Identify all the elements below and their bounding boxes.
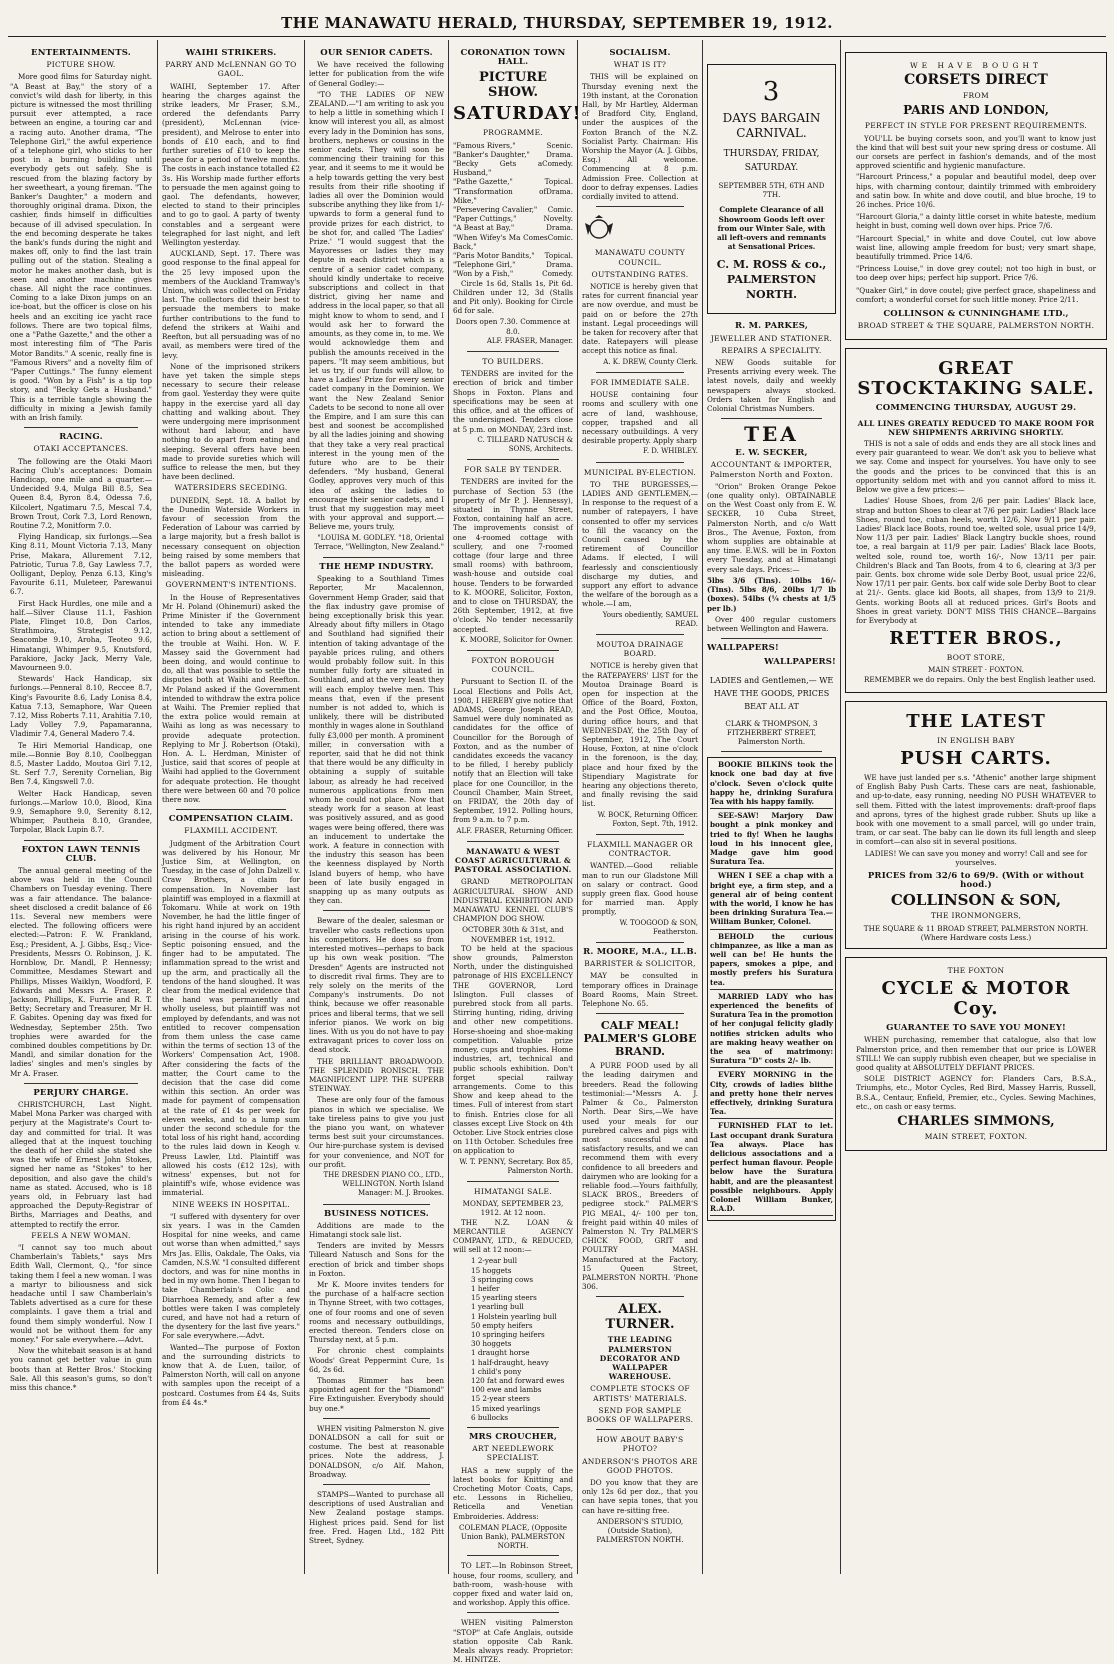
tea-advert: BEHOLD the curious chimpanzee, as like a man as well can be! He hunts the papers, smokes a pipe, and mostly prefers his Suratura tea. (710, 932, 833, 990)
film-genre: Comic. (547, 232, 573, 242)
article-text: Welter Hack Handicap, seven furlongs.—Marlow 10.0, Blood, Kina 9.9, Semaphore 9.0, Serenity 8.12, Whimper, Pautheia 8.10, Grandee, Torpolar, Black Lupin 8.7. (10, 788, 152, 835)
film-genre: Drama. (546, 260, 573, 270)
latest-title: THE LATEST (906, 710, 1046, 732)
stock-item: 100 ewe and lambs (471, 1385, 542, 1395)
article-text: DUNEDIN, Sept. 18. A ballot by the Dunedin Waterside Workers in favour of secession from the Federation of Labour was carried by a large majority, but a fresh ballot is necessary consequent on objection being raised by some members that the ballot papers as worded were misleading. (162, 495, 300, 579)
cycle-firm: CHARLES SIMMONS, (897, 1114, 1055, 1130)
signature: W. TOOGOOD & SON, Featherston. (619, 918, 698, 936)
film-title: "Famous Rivers," (453, 140, 516, 150)
article-text: AUCKLAND, Sept. 17. There was good response to the final appeal for the 25 levy imposed upon the members of the Auckland Tramway's Union, which was collected on Friday last. The collectors did their best to persuade the members to make further contributions to the fund to defend the strikers at Waihi and Reefton, but all persuading was of no avail, as members were tired of the levy. (162, 249, 300, 360)
coronation-heading: CORONATION TOWN HALL. (460, 48, 566, 68)
tea-advert: WHEN I SEE a chap with a bright eye, a firm step, and a general air of being content with the world, I know he has been drinking Suratura Tea.—William Bunker, Colonel. (710, 871, 833, 929)
stock-item: 30 hoggets (471, 1339, 512, 1349)
advert-text: THIS will be explained on Thursday evening next the 19th instant, at the Coronation Hall, by Mr Hartley, Alderman of Bradford City, England, under the auspices of the Foxton Branch of the N.Z. Socialist Party. Chairman: His Worship the Mayor (A. J. Gibbs, Esq.) All welcome. Commencing at 8 p.m. Admission Free. Collection at door to defray expenses. Ladies cordially invited to attend. (582, 72, 698, 202)
tennis-heading: FOXTON LAWN TENNIS CLUB. (21, 844, 141, 864)
film-genre: Scenic. (546, 140, 573, 150)
article-text: Wanted—The purpose of Foxton and the surrounding districts to know that A. de Luen, tailor, of Palmerston North, will call on anyone with samples upon the receipt of a postcard. Costumes from £4 4s, Suits from £4 4s.* (162, 1342, 300, 1407)
wallpaper-firm: CLARK & THOMPSON, 3 FITZHERBERT STREET, Palmerston North. (725, 718, 818, 746)
retter-address: MAIN STREET · FOXTON. (928, 665, 1024, 675)
croucher-subheading: ART NEEDLEWORK SPECIALIST. (472, 1444, 554, 1463)
film-genre: Comedy. (542, 269, 573, 279)
cycle-title: CYCLE & MOTOR Coy. (881, 978, 1071, 1020)
moore-heading: R. MOORE, M.A., LL.B. (583, 947, 697, 958)
advert-text: WHEN visiting Palmerston N. give DONALDSON a call for suit or costume. The best at reasonable prices. Note the address, J. DONALDSON, c/o Alf. Mahon, Broadway. (309, 1423, 444, 1479)
picture-show-subheading: PICTURE SHOW. (46, 60, 116, 70)
show-heading: MANAWATU & WEST COAST AGRICULTURAL & PASTORAL ASSOCIATION. (454, 846, 572, 875)
column-7 (845, 44, 1107, 1572)
corsets-top: WE HAVE BOUGHT (909, 61, 1043, 70)
tea-advert: MARRIED LADY who has experienced the benefits of Suratura Tea in the promotion of her conjugal felicity gladly notifies stricken adults who are making heavy weather on the sea of matrimony: Suratura "D" costs 2/- lb. (710, 992, 833, 1069)
croucher-heading: MRS CROUCHER, (468, 1432, 558, 1443)
article-text: Stewards' Hack Handicap, six furlongs.—Penneral 8.10, Reccee 8.7, King's Favourite 8.6, Lady Lonisa 8.4, Katua 7.13, Semaphore, War Queen 7.12, Miss Roberts 7.11, Arahitia 7.10, Lady Volley 7.9, Papamaranna, Vladimir 7.4, General Madero 7.4. (10, 674, 152, 739)
signature: K. MOORE, Solicitor for Owner. (460, 635, 573, 644)
tea-advert: BOOKIE BILKINS took the knock one bad day at five o'clock. Seven o'clock quite happy he, drinking Surafura Tea with his happy family. (710, 760, 833, 809)
column-6 (707, 44, 836, 1572)
film-genre: Comic. (547, 205, 573, 215)
collinson-title: COLLINSON & SON, (890, 891, 1062, 910)
otaki-subheading: OTAKI ACCEPTANCES. (33, 444, 129, 454)
stock-item: 120 fat and forward ewes (471, 1376, 565, 1385)
advert-text: YOU'LL be buying corsets soon, and you'll want to know just the kind that will best suit your new spring dress or costume. All our corsets are perfect in fashion's demands, and of the most approved scientific and hygienic manufacture. (856, 133, 1096, 171)
article-text: First Hack Hurdles, one mile and a half.—Silver Clause 11.1, Fashion Plate, Flinget 10.8, Don Carlos, Strathmoira, Strategist 9.12, Seacombe 9.10, Aroha, Teoteo 9.6, Himatangi, Whimper 9.5, Knutsford, Parakiore, Jacky Jack, Merry Vale, Mavourneen 9.0. (10, 598, 152, 672)
doors-text: Doors open 7.30. Commence at 8.0. (455, 317, 571, 336)
masthead-rule (8, 36, 1106, 37)
film-genre: Topical. (544, 177, 573, 187)
compensation-heading: COMPENSATION CLAIM. (168, 814, 294, 825)
advert-text: "Orion" Broken Orange Pekoe (one quality only). OBTAINABLE on the West Coast only from E. W. SECKER, 10 Cuba Street, Palmerston North, and c/o Watt Bros., The Avenue, Foxton, from whom supplies are obtainable at any time. E.W.S. will be in Foxton every Tuesday, and at Himatangi every sale days. Prices:— (707, 481, 836, 574)
column-rule (157, 40, 158, 1574)
film-row (453, 269, 573, 278)
article-text: CHRISTCHURCH, Last Night. Mabel Mona Parker was charged with perjury at the Magistrate's Court to-day and committed for trial. It was alleged that at the inquest touching the death of her child she stated she was the wife of Ernest John Stokes, signed her name as "Stokes" to her deposition, and also gave the child's name as stated. Accused, who is 18 years old, in February last had approached the Deputy-Registrar of Births, Marriages and Deaths, and attempted to rectify the error. (10, 1099, 152, 1229)
advert-text: WANTED.—Good reliable man to run our Gladstone Mill on salary or contract. Good supply green flax. Good house for married man. Apply promptly, (582, 861, 698, 917)
column-rule (448, 40, 449, 1574)
article-text: The following are the Otaki Maori Racing Club's acceptances: Domain Handicap, one mile and a quarter.—Undecided 9.4, Mulga Bill 8.5, Sea Queen 8.4, Byron 8.4, Odessa 7.6, Kilcolert, Ngatimaru 7.5, Mescal 7.4, Brown Trout, Cork 7.3, Lord Renown, Routine 7.2, Monitform 7.0. (10, 456, 152, 530)
film-genre: Drama. (546, 149, 573, 159)
article-text: "I cannot say too much about Chamberlain's Tablets," says Mrs Edith Wall, Clermont, Q., "for since taking them I feel a new woman. I was a martyr to biliousness and sick headache until I saw Chamberlain's Tablets advertised as a cure for these complaints. I gave them a trial and found them simply wonderful. Now I would not be without them for any money." For sale everywhere.—Advt. (10, 1242, 152, 1345)
corsets-address: BROAD STREET & THE SQUARE, PALMERSTON NORTH. (857, 321, 1095, 331)
article-text: None of the imprisoned strikers have yet taken the simple steps necessary to secure their release from gaol. Yesterday they were quite happy in the exercise yard all day chatting and walking about. They were undergoing mere imprisonment without hard labour, and have nothing to do apart from eating and sleeping. Several offers have been made to provide sureties which will suffice to release the men, but they have been declined. (162, 361, 300, 482)
carnival-days: THURSDAY, FRIDAY, SATURDAY. (723, 149, 820, 173)
advert-text: WHEN visiting Palmerston "STOP" at Cafe Anglais, outside station opposite Cab Rank. Meals always ready. Proprietor: M. HINITZE. (453, 1618, 573, 1664)
column-4 (453, 44, 582, 1664)
advert-text: THE N.Z. LOAN & MERCANTILE AGENCY COMPANY, LTD., & REDUCED, will sell at 12 noon:— (453, 1217, 573, 1255)
advert-text: HAS a new supply of the latest books for Knitting and Crocheting Motor Coats, Caps, etc. Lessons in Richelieu, Reticella and Venetian Embroideries. Address: (453, 1465, 573, 1521)
signature: THE DRESDEN PIANO CO., LTD., WELLINGTON. North Island Manager: M. J. Brookes. (323, 1170, 444, 1198)
watersiders-heading: WATERSIDERS SECEDING. (174, 483, 288, 493)
tea-prices: 5lbs 3/6 (Tins). 10lbs 16/- (Tins). 5lbs 8/6, 20lbs 1/7 lb (boxes). 54lbs (¼ chests at 1/5 per lb.) (707, 575, 836, 613)
article-text: Te Hiri Memorial Handicap, one mile.—Bonnie Boy 8.10, Coolbeggan 8.5, Master Laddo, Moutoa Girl 7.12, St. Serf 7.7, Serenity Cornelian, Big Ben 7.4, Kingswell 7.0. (10, 740, 152, 787)
photo-subheading: ANDERSON'S PHOTOS ARE GOOD PHOTOS. (582, 1456, 698, 1475)
carnival-title: DAYS BARGAIN CARNIVAL. (722, 111, 821, 140)
stock-item: 1 2-year bull (471, 1256, 518, 1266)
carnival-number: 3 (762, 77, 781, 107)
article-text: Mr K. Moore invites tenders for the purchase of a half-acre section in Thynne Street, with two cottages, one of four rooms and one of seven rooms and necessary outbuildings, erected thereon. Tenders close on Thursday next, at 5 p.m. (309, 1280, 444, 1345)
secker-subheading: ACCOUNTANT & IMPORTER, Palmerston North and Foxton. (709, 460, 834, 479)
suratura-ads (707, 757, 836, 1221)
parkes-subheading: JEWELLER AND STATIONER. (710, 333, 833, 343)
advert-text: DO you know that they are only 12s 6d per doz., that you can have sepia tones, that you can have re-sitting free. (582, 1478, 698, 1515)
studio-name: ANDERSON'S STUDIO, (Outside Station), PALMERSTON NORTH. (596, 1516, 684, 1545)
by-election-heading: MUNICIPAL BY-ELECTION. (583, 467, 697, 477)
advert-text: REMEMBER we do repairs. Only the best English leather used. (864, 674, 1096, 684)
parkes-heading: R. M. PARKES, (734, 321, 808, 332)
stock-item: 1 half-draught, heavy (471, 1357, 549, 1367)
picture-show-title: PICTURE SHOW. (479, 70, 547, 101)
film-row (453, 150, 573, 159)
film-list (453, 141, 573, 279)
moutoa-heading: MOUTOA DRAINAGE BOARD. (596, 639, 684, 659)
signature: "LOUISA M. GODLEY. "18, Oriental Terrace, "Wellington, New Zealand." (314, 533, 444, 551)
cycle-address: MAIN STREET, FOXTON. (924, 1132, 1028, 1142)
rates-heading: OUTSTANDING RATES. (591, 269, 689, 279)
stock-item: 1 child's pony (471, 1366, 522, 1376)
flaxmill-heading: FLAXMILL MANAGER OR CONTRACTOR. (587, 840, 693, 859)
film-row (453, 187, 573, 205)
film-title: "Transformation of Mike," (453, 186, 547, 205)
stock-item: 1 heifer (471, 1283, 500, 1293)
signature: W. T. PENNY, Secretary. Box 85, Palmerston North. (459, 1157, 573, 1175)
business-heading: BUSINESS NOTICES. (324, 1208, 429, 1219)
secker-name: E. W. SECKER, (735, 448, 808, 459)
stock-item: 1 yearling bull (471, 1302, 524, 1312)
waihi-heading: WAIHI STRIKERS. (185, 48, 277, 58)
article-text: Flying Handicap, six furlongs.—Sea King 8.11, Mount Victoria 7.13, Many Prise, Makara, Allurement 7.12, Patriotic, Turua 7.8, Gay Lawless 7.7, Oolligant, Deploy, Penza 6.13, King's Favourite 6.11, Muleteer, Parewanui 6.7. (10, 532, 152, 597)
moore-subheading: BARRISTER & SOLICITOR, (584, 959, 696, 969)
wallpapers-heading: WALLPAPERS! (707, 643, 779, 654)
immediate-sale-heading: FOR IMMEDIATE SALE. (590, 377, 690, 387)
perjury-heading: PERJURY CHARGE. (33, 1087, 129, 1098)
article-text: We have received the following letter for publication from the wife of General Godley:— (309, 60, 444, 88)
tea-advert: SEE-SAW! Marjory Daw bought a pink monkey and tried to fly! When he laughs loud in his innocent glee, Madge gave him good Suratura Tea. (710, 811, 833, 869)
hospital-heading: NINE WEEKS IN HOSPITAL. (172, 1199, 290, 1209)
article-text: Now the whitebait season is at hand you cannot get better value in gum boots than at Retter Bros.' Stocking Sale. All this season's gums, so don't miss this chance.* (10, 1346, 152, 1393)
signature: F. D. WHIBLEY. (643, 447, 698, 456)
cycle-top: THE FOXTON (947, 966, 1005, 975)
column-3 (309, 44, 444, 1572)
film-genre: Comedy. (542, 159, 573, 169)
carnival-body: Complete Clearance of all Showroom Goods left over from our Winter Sale, with all left-overs and remnants at Sensational Prices. (716, 205, 827, 252)
signature: A. K. DREW, County Clerk. (603, 357, 698, 366)
pushcart-prices: PRICES from 32/6 to 69/9. (With or without hood.) (867, 870, 1085, 891)
tea-advert: EVERY MORNING in the City, crowds of ladies blithe and pretty hone their nerves effectively, drinking Suratura Tea. (710, 1070, 833, 1119)
corset-item: "Quaker Girl," in dove coutel; give perfect grace, shapeliness and comfort; a wonderful corset for such little money. Price 2/11. (856, 285, 1096, 304)
advert-text: WHEN purchasing, remember that catalogue, also that low Palmerston price, and then remember that our price is LOWER STILL! We can supply rubbish even cheaper, but we specialise in good quality at ABSOLUTELY DEFIANT PRICES. (856, 1035, 1096, 1073)
advert-text: TO THE BURGESSES,— LADIES AND GENTLEMEN,—In response to the request of a number of ratepayers, I have consented to offer my services to fill the vacancy on the Council caused by the retirement of Councillor Adams. If elected, I will fearlessly and conscientiously discharge my duties, and support any effort to advance the welfare of the borough as a whole.—I am, (582, 479, 698, 609)
stocktaking-ad (845, 348, 1107, 692)
film-row (453, 177, 573, 186)
advert-text: GRAND METROPOLITAN AGRICULTURAL SHOW AND INDUSTRIAL EXHIBITION AND MANAWATU KENNEL CLUB'S CHAMPION DOG SHOW. (453, 877, 573, 924)
feels-heading: FEELS A NEW WOMAN. (31, 1230, 131, 1240)
advert-text: WE have just landed per s.s. "Athenic" another large shipment of English Baby Push Carts. These cars are neat, fashionable, and up-to-date, easy running, needing NO PUSH WHATEVER to sell them. Fitted with the latest improvements: draft-proof flaps and aprons, tyres of the highest grade rubber. Shuts up like a book with one movement to a small parcel, will go under train, tram, or car seat. The baby can lie down its full length and sleep in comfort—can also sit in several positions. (856, 772, 1096, 847)
film-title: "Banker's Daughter," (453, 149, 530, 159)
article-text: WAIHI, September 17. After hearing the charges against the strike leaders, Mr Fraser, S.M., ordered the defendants Parry (president), McLennan (vice-president), and Melrose to enter into bonds of £10 each, and to find further sureties of £10 to keep the peace for a period of twelve months. The costs in each instance totalled £2 3s. His Worship made further efforts to persuade the men against going to gaol. The defendants, however, elected to stand to their principles and to go to gaol. A party of twenty constables and a sergeant were telegraphed for last night, and left Wellington yesterday. (162, 81, 300, 248)
signature: W. BOCK, Returning Officer. Foxton, Sept. 7th, 1912. (597, 810, 698, 828)
film-title: "Paper Cuttings," (453, 214, 517, 224)
calf-meal-heading: CALF MEAL! PALMER'S GLOBE BRAND. (583, 1019, 697, 1059)
article-text: Additions are made to the Himatangi stock sale list. (309, 1220, 444, 1239)
film-row (453, 141, 573, 150)
latest-subheading: IN ENGLISH BABY (937, 735, 1015, 745)
himatangi-heading: HIMATANGI SALE. (474, 1186, 552, 1196)
stock-item: 1 draught horse (471, 1348, 530, 1358)
stock-item: 1 Holstein yearling bull (471, 1311, 557, 1321)
film-genre: Drama. (546, 223, 573, 233)
tea-advert: FURNISHED FLAT to let. Last occupant drank Suratura Tea always. Place has delicious associations and a perfect human flavour. People below have the Suratura habit, and are the pleasantest possible neighbours. Apply Colonel William Bunker, R.A.D. (710, 1121, 833, 1216)
advert-text: THIS is not a sale of odds and ends they are all stock lines and every pair guaranteed to wear. We don't ask you to believe what we say. Come and inspect for yourselves. You have only to see the goods and the prices to be convinced that this is an opportunity seldom met with and you cannot afford to miss it. Below we give a few prices:— (856, 439, 1096, 495)
corsets-title: CORSETS DIRECT (904, 72, 1048, 89)
advert-text: TENDERS are invited for the purchase of Section 53 (the property of Mr P. J. Hennessy), situated in Thynne Street, Foxton, containing half an acre. The improvements consist of one 4-roomed cottage with scullery, and one 7-roomed cottage (four large and three small rooms) with bathroom, wash-house and outside coal house. Tenders to be forwarded to K. MOORE, Solicitor, Foxton, and to close on THURSDAY, the 26th September, 1912, at five o'clock. No tender necessarily accepted. (453, 477, 573, 634)
advert-text: NOTICE is hereby given that the RATEPAYERS' LIST for the Moutoa Drainage Board is open for inspection at the Office of the Board, Foxton, and the Post Office, Moutoa, during office hours, and that WEDNESDAY, the 25th Day of September, 1912, The Court House, Foxton, at nine o'clock in the forenoon, is the day, place and hour fixed by the Stipendiary Magistrate for hearing any objections thereto, and finally revising the said list. (582, 661, 698, 809)
corsets-from: FROM (963, 91, 989, 101)
article-text: THE BRILLIANT BROADWOOD. THE SPLENDID RONISCH. THE MAGNIFICENT LIPP. THE SUPERB STEINWAY. (309, 1056, 444, 1094)
ladies-text: LADIES! We can save you money and worry! Call and see for yourselves. (864, 848, 1088, 867)
corsets-perfect: PERFECT IN STYLE FOR PRESENT REQUIREMENTS. (864, 121, 1088, 131)
advert-text: TO be held at the spacious show grounds, Palmerston North, under the distinguished patronage of HIS EXCELLENCY THE GOVERNOR, Lord Islington. Full classes of purebred stock from all parts. Stirring hunting, riding, driving and other new competitions. Horse-shoeing and shoe-making competition. Valuable prize money, cups and trophies. Home industries, art, technical and public schools exhibition. Don't forget special railway arrangements. Come to this Show and keep ahead to the times. Full of interest from start to finish. Entries close for all classes except Live Stock on 4th October. Live Stock entries close on 11th October. Schedules free on application to (453, 943, 574, 1156)
carnival-firm: C. M. ROSS & co., PALMERSTON NORTH. (716, 258, 827, 302)
advert-text: NOTICE is hereby given that rates for current financial year are now overdue, and must be paid on or before the 27th instant. Legal proceedings will be taken for recovery after that date. Ratepayers will please accept this notice as final. (582, 282, 698, 356)
corset-item: "Harcourt Special," in white and dove Coutel, cut low above waist line, allowing ample freedom for bust; very smart shape, beautifully trimmed. Price 14/6. (856, 233, 1096, 262)
tea-heading: TEA (744, 422, 799, 447)
film-title: "Paris Motor Bandits," (453, 251, 535, 261)
corsets-place: PARIS AND LONDON, (903, 103, 1049, 118)
film-row (453, 205, 573, 214)
flaxmill-subheading: FLAXMILL ACCIDENT. (184, 826, 278, 836)
stock-item: 3 springing cows (471, 1274, 534, 1284)
advert-text: A PURE FOOD used by all the leading dairymen and breeders. Read the following testimonial:—"Messrs A. J. Palmer & Co., Palmerston North. Dear Sirs,—We have used your meals for our purebred calves and pigs with most successful and satisfactory results, and we can recommend them with every confidence to all breeders and dairymen who are looking for a reliable food.—Yours faithfully, SLACK BROS., Breeders of pedigree stock." PALMER'S PIG MEAL, 4/- 100 per ton, freight paid within 40 miles of Palmerston N. Try PALMER'S CHICK FOOD, GRIT and POULTRY MASH. Manufactured at the Factory, 15 Queen Street, PALMERSTON NORTH. 'Phone 306. (582, 1061, 698, 1292)
film-row (453, 251, 573, 260)
column-2 (162, 44, 300, 1572)
advert-text: MAY be consulted in temporary offices in Drainage Board Rooms, Main Street. Telephone No. 65. (582, 971, 698, 1009)
advert-text: HOUSE containing four rooms and scullery with one acre of land, washhouse, copper, trapshed and all necessary outbuildings. A very desirable property. Apply sharp (582, 390, 698, 446)
film-genre: Novelty. (543, 214, 573, 224)
article-text: For chronic chest complaints Woods' Great Peppermint Cure, 1s 6d, 2s 6d. (309, 1346, 444, 1374)
article-text: "I suffered with dysentery for over six years. I was in the Camden Hospital for nine weeks, and came out worse than when admitted," says Mrs Jas. Ellis, Oakdale, The Oaks, via Camden, N.S.W. "I consulted different doctors, and was for nine months in bed in my own home. Then I began to take Chamberlain's Colic and Diarrhoea Remedy, and after a few bottles were taken I was completely cured, and have not had a return of the dysentery for the last five years." For sale everywhere.—Advt. (162, 1211, 300, 1341)
collinson-subheading: THE IRONMONGERS, (930, 911, 1022, 921)
advert-text: Ladies' House Shoes, from 2/6 per pair. Ladies' Black lace, strap and button Shoes to clear at 7/6 per pair. Ladies' Black lace Shoes, round toe, cuban heels, worth 12/6, Now 9/11 per pair. Ladies' Black lace Boots, round toe, welted sole, usual price 14/9, Now 11/3 per pair. Ladies' Black Langtry buckle shoes, round toe, a real bargain at 11/9 per pair. Ladies' Black lace Boots, welted sole, round toe, worth 16/-, Now 13/11 per pair. Children's Black and Tan Boots, from 4 to 6, clearing at 3/3 per pair. Gents. box chrome wide sole Derby Boot, usual price 22/6, Now 17/11 per pair. Gents. box calf wide sole Derby Boot to clear at 21/-. Gents. glace kid Boots, all shapes, from 13/9 to 21/9. Gents. working Boots all at reduced prices. Girl's Boots and Shoes in great variety. DON'T MISS THIS CHANCE—Bargains for Everybody at (856, 496, 1096, 625)
stock-item: 50 empty heifers (471, 1320, 533, 1330)
himatangi-date: MONDAY, SEPTEMBER 23, 1912. At 12 noon. (462, 1199, 564, 1218)
signature: Yours obediently, SAMUEL READ. (602, 610, 698, 628)
retter-subheading: BOOT STORE, (946, 653, 1006, 663)
advert-text: TENDERS are invited for the erection of brick and timber Shops in Foxton. Plans and specifications may be seen at this office, and at the offices of the undersigned. Tenders close at 5 p.m. on MONDAY, 23rd inst. (453, 369, 573, 434)
article-text: Beware of the dealer, salesman or traveller who casts reflections upon his competitors. He does so from interested motives—perhaps to back up his own weak position. "The Dresden" Agents are instructed not to discredit rival firms. They are to rely solely on the merits of the Company's instruments. Do not think, because we offer reasonable prices and liberal terms, that we sell inferior pianos. We work on big lines. With us you do not have to pay extravagant prices to cover loss on dead stock. (309, 916, 444, 1055)
entertainments-heading: ENTERTAINMENTS. (31, 48, 131, 58)
corset-item: "Harcourt Gloria," a dainty little corset in white bateste, medium height in bust, coming well down over hips. Price 7/6. (856, 212, 1096, 231)
stock-list (453, 1256, 573, 1422)
article-text: More good films for Saturday night. "A Beast at Bay," the story of a convict's wild dash for liberty, in this picture is witnessed the most thrilling pursuit ever attempted, a race between an engine, a touring car and a racing auto. Another drama, "The Telephone Girl," the awful experience of a telephone girl, who sticks to her post in a burning building until everybody gets out safely. She is rescued from the blazing factory by her sweetheart, a young fireman. "The Banker's Daughter," a modern and thoroughly original drama. Dixon, the cashier, finds himself in difficulties because of ill advised speculation. In the end becoming desperate he takes the bank's funds during the night and makes off, only to find the last train pulling out of the station. Stealing a motor he makes another dash, but is seen and another machine gives chase. All night the race continues. Coming to a lake Dixon jumps on an ice-boat, but the officer is close on his heels and an exciting ice yacht race follows. There are two topical films, one a "Pathe Gazette," and the other a most interesting film of "The Paris Motor Bandits." A scenic, really fine is "Famous Rivers" and a novelty film of "Paper Cuttings." The funny element is good. "Won by a Fish" is a tip top story, and "Becky Gets a Husband." This is a terrible tangle showing the difficulty in mixing a Jewish family with an Irish family. (10, 72, 152, 422)
turner-samples: SEND FOR SAMPLE BOOKS OF WALLPAPERS. (586, 1405, 694, 1424)
pushcarts-ad (845, 701, 1107, 949)
government-heading: GOVERNMENT'S INTENTIONS. (165, 580, 297, 590)
column-rule (304, 40, 305, 1574)
film-title: "When Wifey's Ma Comes Back," (453, 232, 548, 251)
advert-text: NEW Goods suitable for Presents arriving every week. The latest novels, daily and weekly newspapers always stocked. Orders taken for English and Colonial Christmas Numbers. (707, 358, 836, 414)
film-row (453, 223, 573, 232)
socialism-subheading: WHAT IS IT? (613, 60, 667, 70)
croucher-address: COLEMAN PLACE, (Opposite Union Bank), PALMERSTON NORTH. (458, 1522, 567, 1551)
stocktaking-date: COMMENCING THURSDAY, AUGUST 29. (875, 403, 1077, 414)
film-title: "Won by a Fish," (453, 269, 514, 279)
stocktaking-lines: ALL LINES GREATLY REDUCED TO MAKE ROOM FOR NEW SHIPMENTS ARRIVING SHORTLY. (857, 418, 1095, 437)
socialism-heading: SOCIALISM. (609, 48, 671, 58)
waihi-subheading: PARRY AND McLENNAN GO TO GAOL. (165, 60, 297, 79)
pushcarts-title: PUSH CARTS. (900, 747, 1052, 769)
article-text: Thomas Rimmer has been appointed agent for the "Diamond" Fire Extinguisher. Everybody should buy one.* (309, 1376, 444, 1413)
article-text: The annual general meeting of the above was held in the Council Chambers on Tuesday evening. There was a fair attendance. The balance-sheet disclosed a credit balance of £6 11s. Several new members were elected. The following officers were elected:—Patron: F. W. Frankland, Esq.; President, A. J. Gibbs, Esq.; Vice-Presidents, Messrs O. Robinson, J. K. Hornblow, Dr. Mandl, P. Hennessy; Committee, Mesdames Stewart and Phillips, Misses Waiklyn, Woodford, F. Edwards and Messrs A. Fraser, P. Jackson, Phillips, K. Furrie and R. T. Betty; Secretary and Treasurer, Mr H. F. Gabites. Opening day was fixed for Wednesday, September 25th. Two trophies were awarded for the combined doubles competitions by Dr. Mandl, and similar donation for the ladies' singles and men's singles by Mr A. Fraser. (10, 866, 152, 1078)
corsets-ad (845, 52, 1107, 340)
column-1 (10, 44, 152, 1572)
film-row (453, 260, 573, 269)
retter-title: RETTER BROS., (889, 628, 1063, 650)
column-rule (577, 40, 578, 1574)
advert-text: STAMPS—Wanted to purchase all descriptions of used Australian and New Zealand postage stamps. Highest prices paid. Send for list free. Fred. Hagen Ltd., 182 Pitt Street, Sydney. (309, 1490, 444, 1546)
column-5 (582, 44, 698, 1572)
cadets-heading: OUR SENIOR CADETS. (320, 48, 433, 58)
wallpaper-body: LADIES and Gentlemen,— WE HAVE THE GOODS, PRICES BEAT ALL AT (709, 675, 834, 711)
crest-icon (582, 215, 616, 241)
turner-subheading: THE LEADING PALMERSTON DECORATOR AND WALLPAPER WAREHOUSE. (599, 1335, 681, 1382)
film-row (453, 159, 573, 177)
film-title: "A Beast at Bay," (453, 223, 515, 233)
film-title: "Telephone Girl," (453, 260, 516, 270)
corsets-firm: COLLINSON & CUNNINGHAME LTD., (883, 309, 1069, 320)
county-heading: MANAWATU COUNTY COUNCIL. (594, 248, 686, 267)
signature: ALF. FRASER, Returning Officer. (456, 826, 573, 835)
turner-heading: ALEX. TURNER. (605, 1302, 675, 1333)
article-text: Speaking to a Southland Times Reporter, Mr Macalennon, Government Hemp Grader, said that the flax industry gave promise of being exceptionally brisk this year. Already about fifty millers in Otago and Southland had signified their intention of taking advantage of the payable prices ruling, and others would probably follow suit. In this number fully forty are situated in Southland, and at the very least they will each employ twelve men. This means that, even if the present number is not added to, which is unlikely, there will be distributed monthly in wages alone in Southland fully £3,000 per month. A prominent miller, in conversation with a reporter, said that he did not think that there would be any difficulty in obtaining a supply of suitable labour, as already he had received numerous applications from men whom he could not place. Now that steady work for a season at least was positively assured, and as good wages were being offered, there was an inducement to undertake the work. A feature in connection with the industry this season has been the keenness displayed by North Island buyers of hemp, who have been of late busily engaged in snapping up as many outputs as they can. (309, 574, 444, 906)
article-text: These are only four of the famous pianos in which we specialise. We take tireless pains to give you just the piano you want, on whatever terms best suit your circumstances. Our hire-purchase system is devised for your convenience, and NOT for our profit. (309, 1095, 444, 1169)
sale-heading: FOR SALE BY TENDER. (464, 465, 562, 475)
builders-heading: TO BUILDERS. (482, 357, 544, 367)
saturday-title: SATURDAY! (453, 103, 582, 125)
advert-text: SOLE DISTRICT AGENCY for: Flanders Cars, B.S.A., Triumphs, etc., Motor Cycles, Red Bird, Massey Harris, Russell, B.S.A., Centaur, Enfield, Premier, etc., Cycles. Sewing Machines, etc., on cash or easy terms. (856, 1074, 1096, 1111)
advert-text: Over 400 regular customers between Wellington and Hawera. (707, 614, 836, 633)
advert-text: Pursuant to Section II. of the Local Elections and Polls Act, 1908, I HEREBY give notice that ADAMS, George Joseph READ, Samuel were duly nominated as candidates for the office of Councillor for the Borough of Foxton, and as the number of candidates exceeds the vacancy to be filled, I hereby publicly notify that an Election will take place for one Councillor, in the Council Chamber, Main Street, on FRIDAY, the 20th day of September, 1912. Polling hours, from 9 a.m. to 7 p.m. (453, 677, 573, 825)
stock-item: 15 yearling steers (471, 1293, 537, 1303)
corset-item: "Princess Louise," in dove grey coutel; not too high in bust, or too deep over hips; perfect hip support. Price 7/6. (856, 264, 1096, 283)
stock-item: 15 2-year steers (471, 1394, 530, 1404)
programme-heading: PROGRAMME. (482, 128, 544, 138)
masthead: THE MANAWATU HERALD, THURSDAY, SEPTEMBER 19, 1912. (281, 14, 833, 32)
column-rule (840, 40, 841, 1574)
article-text: In the House of Representatives Mr H. Poland (Ohinemuri) asked the Prime Minister if the Government intended to take any immediate action to bring about a settlement of the trouble at Waihi. Hon. W. F. Massey said the Government had been doing, and would continue to do, all that was possible to settle the disputes both at Waihi and Reefton. Mr Poland asked if the Government intended to withdraw the extra police at Waihi. The Premier replied that the extra police would remain at Waihi as long as was necessary to provide adequate protection. Replying to Mr J. Robertson (Otaki), Hon. A. L. Herdman, Minister of Justice, said that scores of people at Waihi had applied to the Government for adequate protection. He thought there were between 60 and 70 police there now. (162, 592, 300, 805)
wallpapers-heading-2: WALLPAPERS! (764, 657, 836, 668)
collinson-address: THE SQUARE & 11 BROAD STREET, PALMERSTON NORTH. (Where Hardware costs Less.) (863, 923, 1089, 942)
photo-heading: HOW ABOUT BABY'S PHOTO? (596, 1435, 684, 1454)
stock-item: 15 hoggets (471, 1265, 512, 1275)
film-title: "Becky Gets a Husband," (453, 159, 543, 178)
article-text: Judgment of the Arbitration Court was delivered by his Honour, Mr Justice Sim, at Wellington, on Tuesday, in the case of John Dalzell v. Craw Brothers, a claim for compensation. In November last plaintiff was employed in a flaxmill at Tokomaru. While at work on 19th November, he had the little finger of his right hand injured by an accident arising in the course of his work. Septic poisoning ensued, and the finger had to be amputated. The inflammation spread to the wrist and up the arm, and practically all the tendons of the hand sloughed. It was clear from the medical evidence that the hand was permanently and wholly useless, but plaintiff was not employed by defendants, and was not entitled to recover compensation from them unless the case came within the terms of section 13 of the Workers' Compensation Act, 1908. After considering the facts of the matter, the Court came to the decision that the case did come within this section. An order was made for payment of compensation at the rate of £1 4s per week for eleven weeks, and to a lump sum under the second schedule for the total loss of his right hand, according to the rules laid down in Keogh v. Preuss Lawler, Ltd. Plaintiff was allowed his costs (£12 12s), with witness' expenses, but not for plaintiff's wife, whose evidence was immaterial. (162, 838, 300, 1198)
corset-list (856, 172, 1096, 304)
advert-text: TO LET.—In Robinson Street, house, four rooms, scullery, and bath-room, wash-house with copper fixed and water laid on, and workshop. Apply this office. (453, 1561, 573, 1608)
film-title: "Pathe Gazette," (453, 177, 513, 187)
article-text: "TO THE LADIES OF NEW ZEALAND.—"I am writing to ask you to help a little in something which I know will interest you all, as almost every lady in the Dominion has sons, brothers, nephews or cousins in the senior cadets. They will soon be commencing their training for this year, and it seems to me it would be a help towards getting the very best results from their rifle shooting if ladies all over the Dominion would subscribe anything they like from 1/- upwards to form a general fund to provide prizes for each district, to be shot for, and called 'The Ladies' Prize.' "I would suggest that the Mayoresses or ladies they may depute in each district which is a centre of a senior cadet company, should kindly undertake to receive subscriptions and collect in that district, giving her name and address in the local paper, so that all might know to whom to send, and I would ask her to forward the amounts, as they come in, to me. We would acknowledge them and publish the amounts received in the papers. "It may seem ambitious, but let us try, if our funds will allow, to have a Ladies' Prize for every senior cadet company in the Dominion. We want the New Zealand Senior Cadets to be second to none all over the Empire, and I am sure this can best and soonest be accomplished by all the ladies joining and showing that they take a very real practical interest in the young men of the future who are to be their defenders. "My husband, General Godley, approves very much of this idea of asking the ladies to encourage their senior cadets, and I trust that my suggestion may meet with your approval and support.—Believe me, yours truly, (309, 89, 444, 532)
film-genre: Drama. (546, 186, 573, 196)
article-text: Tenders are invited by Messrs Tilleard Natusch and Sons for the erection of brick and timber shops in Foxton. (309, 1241, 444, 1278)
carnival-dates: SEPTEMBER 5TH, 6TH AND 7TH. (718, 181, 825, 200)
film-genre: Topical. (544, 251, 573, 261)
turner-stocks: COMPLETE STOCKS OF ARTISTS' MATERIALS. (590, 1384, 690, 1403)
cycle-ad (845, 957, 1107, 1151)
corset-item: "Harcourt Princess," a popular and beautiful model, deep over hips, with charming contour, daintily trimmed with embroidery and satin bow. In white and dove coutil, and blue broche, 19 to 26 inches. Price 10/6. (856, 172, 1096, 210)
film-title: "Persevering Cavalier," (453, 205, 538, 215)
carnival-ad (707, 64, 836, 314)
film-row (453, 214, 573, 223)
racing-heading: RACING. (59, 432, 103, 443)
stocktaking-title: GREAT STOCKTAKING SALE. (857, 358, 1095, 400)
parkes-repairs: REPAIRS A SPECIALITY. (721, 345, 822, 355)
cycle-guarantee: GUARANTEE TO SAVE YOU MONEY! (886, 1023, 1066, 1034)
stock-item: 15 mixed yearlings (471, 1403, 541, 1413)
film-row (453, 233, 573, 251)
signature: ALF. FRASER, Manager. (486, 336, 573, 345)
stock-item: 6 bullocks (471, 1412, 509, 1422)
advert-text: Circle 1s 6d, Stalls 1s, Pit 6d. Children under 12, 3d (Stalls and Pit only). Booking for Circle 6d for sale. (453, 278, 573, 316)
show-dates: OCTOBER 30th & 31st, and NOVEMBER 1st, 1912. (462, 925, 564, 944)
borough-heading: FOXTON BOROUGH COUNCIL. (471, 655, 555, 675)
hemp-heading: THE HEMP INDUSTRY. (319, 561, 434, 572)
signature: C. TILLEARD NATUSCH & SONS, Architects. (477, 435, 573, 453)
stock-item: 10 springing heifers (471, 1329, 545, 1339)
column-rule (702, 40, 703, 1574)
